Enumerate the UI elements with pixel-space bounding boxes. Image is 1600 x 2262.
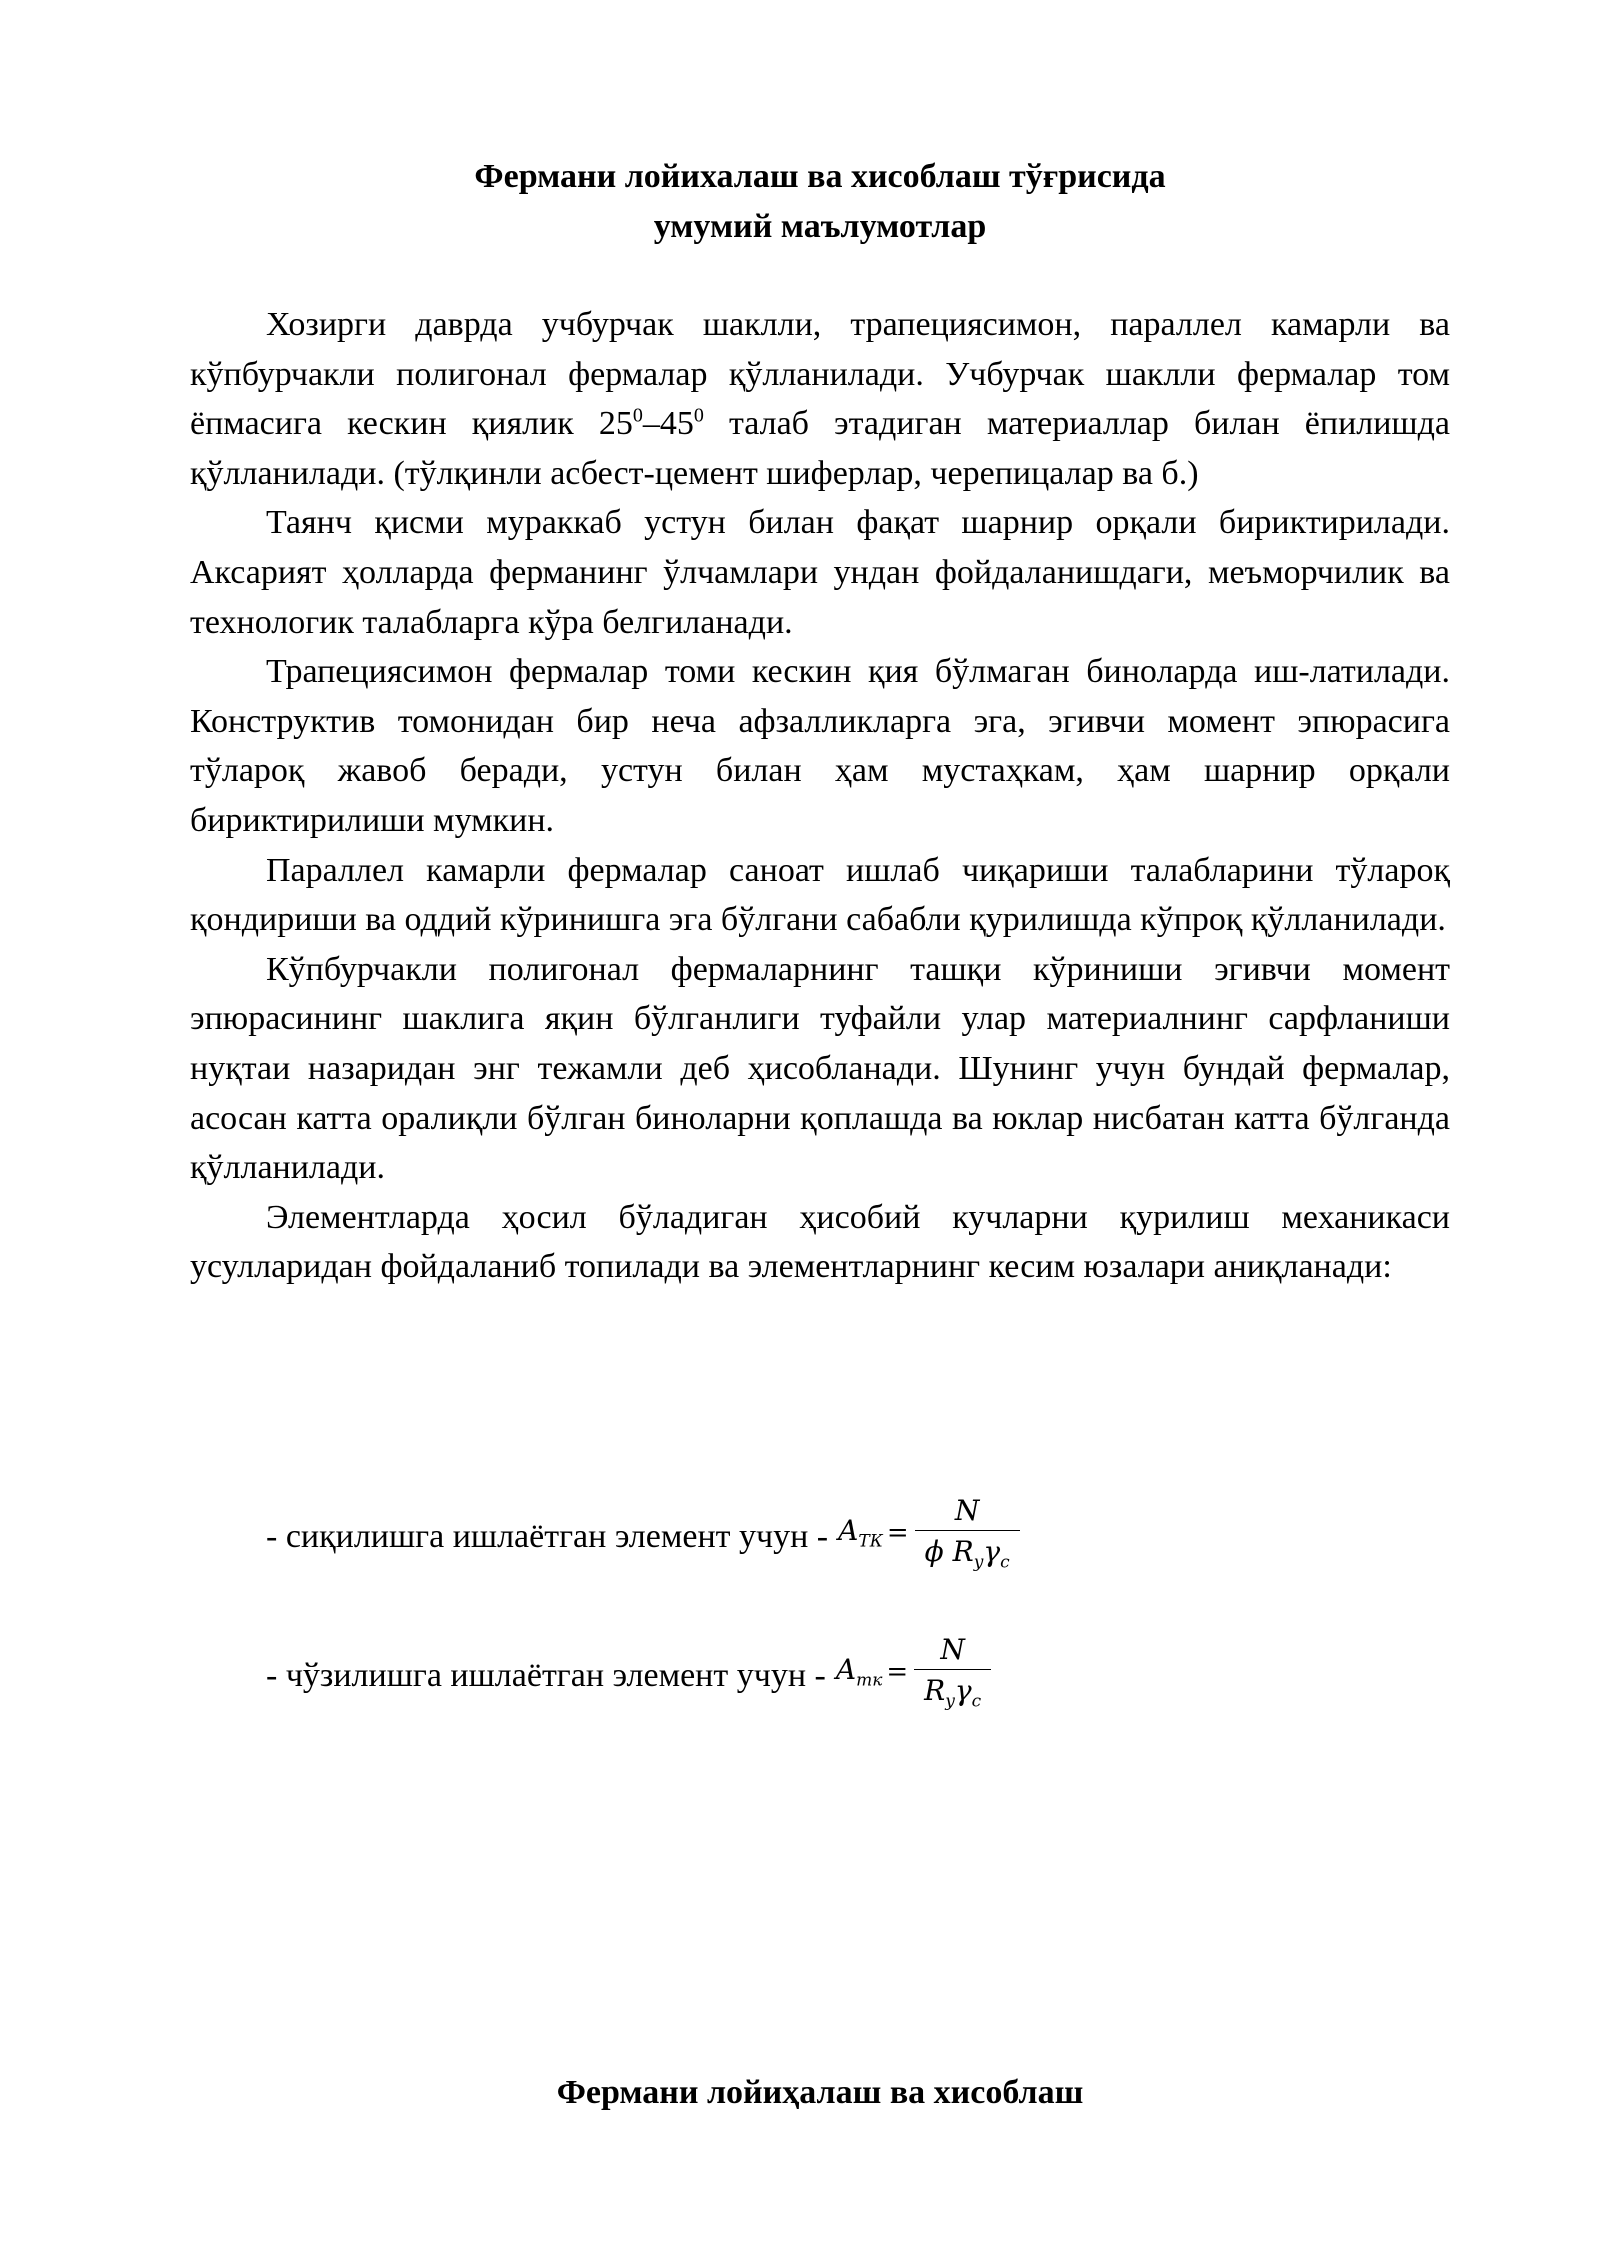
compression-fraction: [915, 1494, 1020, 1580]
document-title: [190, 152, 1450, 252]
compression-formula: [838, 1494, 1020, 1580]
fraction-numerator: N: [940, 1633, 965, 1666]
paragraph-2: Таянч қисми мураккаб устун билан фақат шарнир орқали бириктирилади. Аксарият ҳолларда ферманинг ўлчамлари ундан фойдаланишдаги, меъморчилик ва технологик талабларга кўра белгиланади.: [190, 504, 1450, 641]
document-body: [190, 300, 1450, 1292]
paragraph-3: Трапециясимон фермалар томи кескин қия бўлмаган биноларда иш-латилади. Конструктив томонидан бир неча афзалликларга эга, эгивчи момент эпюрасига тўлароқ жавоб беради, устун билан ҳам мустаҳкам, ҳам шарнир орқали бириктирилиши мумкин.: [190, 653, 1450, 839]
compression-formula-label: - сиқилишга ишлаётган элемент учун -: [266, 1517, 829, 1555]
compression-formula-line: [266, 1494, 1020, 1580]
tension-formula: [836, 1633, 991, 1719]
tension-formula-label: - чўзилишга ишлаётган элемент учун -: [266, 1656, 826, 1694]
paragraph-4: Параллел камарли фермалар саноат ишлаб чиқариши талабларини тўлароқ қондириши ва оддий кўринишга эга бўлгани сабабли қурилишда кўпроқ қўлланилади.: [190, 851, 1450, 939]
paragraph-6: Элементларда ҳосил бўладиган ҳисобий кучларни қурилиш механикаси усулларидан фойдаланиб топилади ва элементларнинг кесим юзалари аниқланади:: [190, 1198, 1450, 1286]
degree-superscript-2: 0: [693, 404, 704, 427]
paragraph-1-text-b: –45: [642, 405, 694, 443]
paragraph-1: [190, 300, 1450, 498]
degree-superscript-1: 0: [632, 404, 643, 427]
fraction-denominator: ϕ $R_y\gamma_c$: [915, 1530, 1020, 1580]
equals-sign: =: [886, 1517, 909, 1548]
fraction-denominator: $R_y\gamma_c$: [914, 1669, 991, 1719]
title-line-2: умумий маълумотлар: [653, 208, 987, 245]
title-line-1: Фермани лойихалаш ва хисоблаш тўғрисида: [474, 158, 1166, 195]
tension-area-symbol: $A_{тк}$: [835, 1653, 883, 1691]
tension-fraction: [914, 1633, 991, 1719]
compression-area-symbol: $A_{ТК}$: [838, 1514, 883, 1552]
equals-sign: =: [886, 1656, 909, 1687]
paragraph-1-text-a: Хозирги даврда учбурчак шаклли, трапециясимон, параллел камарли ва кўпбурчакли полигонал фермалар қўлланилади. Учбурчак шаклли фермалар том ёпмасига кескин қиялик 25: [190, 306, 1450, 443]
paragraph-1-text-c: талаб этадиган материаллар билан ёпилишда қўлланилади. (тўлқинли асбест-цемент шиферлар, черепицалар ва б.): [190, 405, 1451, 492]
fraction-numerator: N: [954, 1494, 980, 1527]
next-section-title: Фермани лойиҳалаш ва хисоблаш: [556, 2074, 1084, 2111]
tension-formula-line: [266, 1633, 991, 1719]
paragraph-5: Кўпбурчакли полигонал фермаларнинг ташқи кўриниши эгивчи момент эпюрасининг шаклига яқин бўлганлиги туфайли улар материалнинг сарфланиши нуқтаи назаридан энг тежамли деб ҳисобланади. Шунинг учун бундай фермалар, асосан катта оралиқли бўлган биноларни қоплашда ва юклар нисбатан катта бўлганда қўлланилади.: [190, 950, 1450, 1187]
